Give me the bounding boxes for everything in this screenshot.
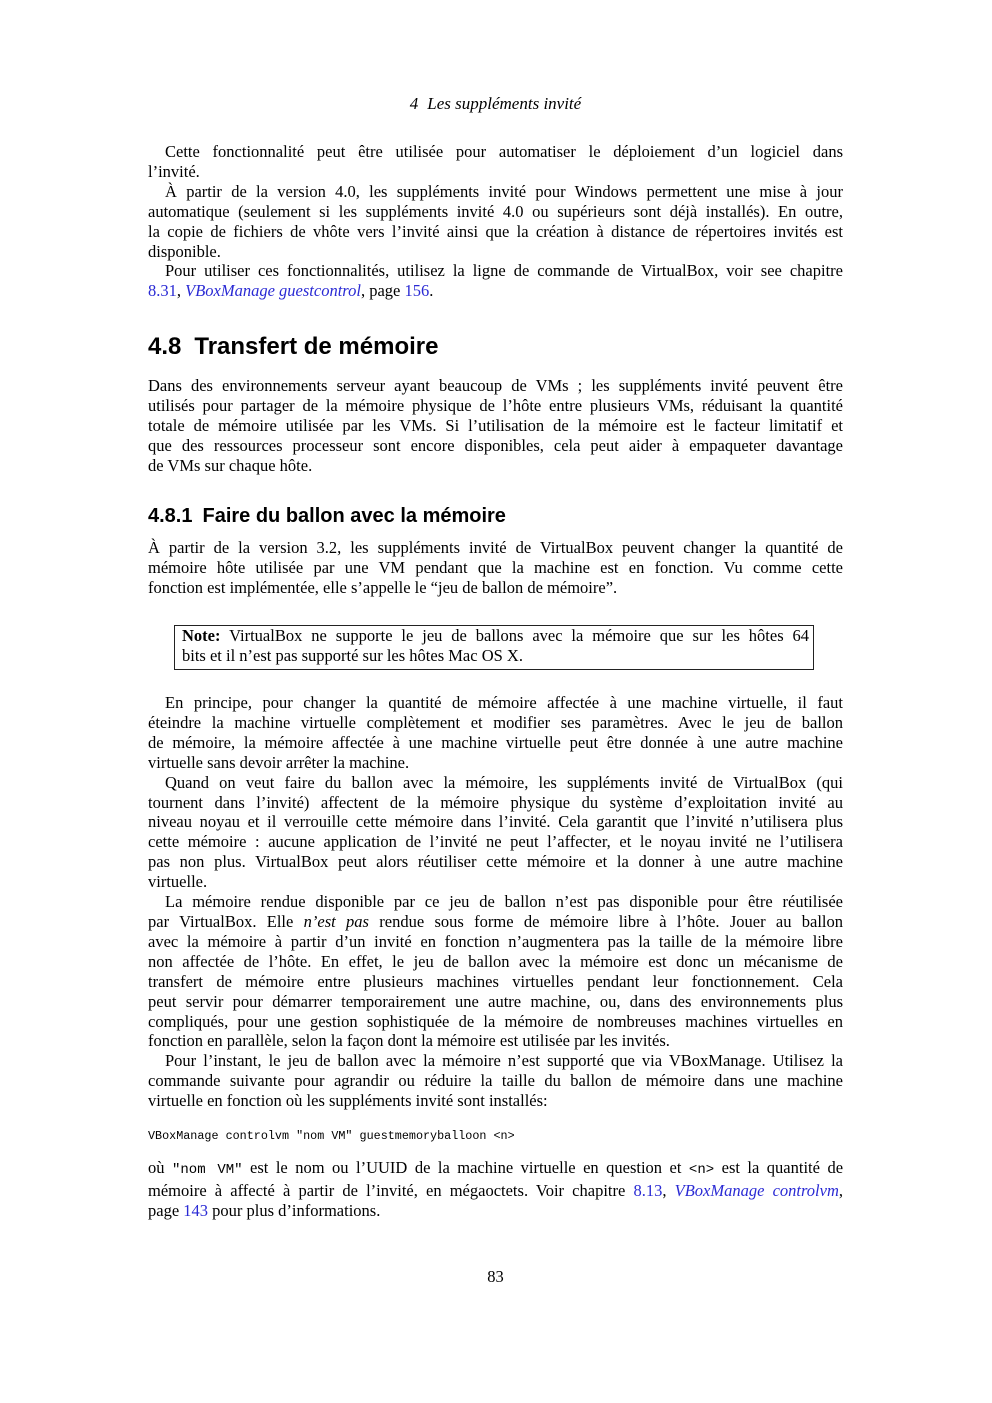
text-line: niveau noyau et il verrouille cette mémoire dans l’invité. Cela garantit que l’invité n’utilisera plus [148, 812, 843, 832]
text-line: totale de mémoire utilisée par les VMs. Si l’utilisation de la mémoire est le facteur limitatif et [148, 415, 843, 435]
text-line: virtuelle. [148, 872, 208, 892]
text-line: cette mémoire : aucune application de l’invité ne peut l’affecter, et le noyau invité ne l’utilisera [148, 832, 843, 852]
intro-text [148, 142, 843, 301]
paragraph [148, 1158, 843, 1221]
paragraph [148, 693, 843, 773]
chapter-number-link[interactable]: 8.13 [633, 1180, 663, 1200]
text-line: compliqués, pour une gestion sophistiquée de la mémoire de nombreuses machines virtuelles en [148, 1011, 843, 1031]
text-segment: est le nom ou l’UUID de la machine virtuelle en question et [242, 1158, 689, 1177]
chapter-number-link[interactable]: 8.31 [148, 281, 177, 301]
text-line: pas non plus. VirtualBox peut alors réutiliser cette mémoire et la donner à une autre machine [148, 852, 843, 872]
text-line: mémoire hôte utilisée par une VM pendant que la machine est en fonction. Vu comme cette [148, 557, 843, 577]
paragraph [148, 376, 843, 476]
text-segment: où [148, 1158, 172, 1177]
text-line: bits et il n’est pas supporté sur les hôtes Mac OS X. [182, 645, 523, 665]
text-line [148, 1181, 843, 1201]
text-line: non affectée de l’hôte. En effet, le jeu de ballon avec la mémoire est donc un mécanisme de [148, 951, 843, 971]
text-line [148, 912, 843, 932]
page-number: 83 [487, 1267, 504, 1286]
text-line: fonction en parallèle, selon la façon dont la mémoire est utilisée par les invités. [148, 1031, 670, 1051]
running-header-chapter-title: Les suppléments invité [427, 94, 582, 113]
text-line: commande suivante pour agrandir ou réduire la taille du ballon de mémoire dans une machine [148, 1071, 843, 1091]
text-line [182, 626, 809, 646]
paragraph [148, 538, 843, 598]
text-line: Pour utiliser ces fonctionnalités, utilisez la ligne de commande de VirtualBox, voir see chapitre [165, 261, 843, 281]
text-line [148, 1201, 843, 1221]
text-line: transfert de mémoire entre plusieurs machines virtuelles pendant leur fonctionnement. Cela [148, 971, 843, 991]
text-line: Dans des environnements serveur ayant beaucoup de VMs ; les suppléments invité peuvent être [148, 376, 843, 395]
paragraph [148, 1051, 843, 1111]
subsection-number: 4.8.1 [148, 505, 193, 527]
text-line: virtuelle en fonction où les suppléments invité sont installés: [148, 1091, 548, 1111]
text-line: Pour l’instant, le jeu de ballon avec la mémoire n’est supporté que via VBoxManage. Utilisez la [165, 1051, 843, 1071]
page-number-link[interactable]: 156 [404, 281, 430, 301]
text-segment: mémoire à affecté à partir de l’invité, en mégaoctets. Voir chapitre [148, 1180, 634, 1200]
inline-code: <n> [688, 1162, 715, 1178]
text-line: disponible. [148, 241, 221, 261]
inline-code: "nom VM" [171, 1162, 243, 1178]
section-title: Transfert de mémoire [194, 333, 439, 360]
section-number: 4.8 [148, 333, 182, 360]
text-line: Quand on veut faire du ballon avec la mémoire, les suppléments invité de VirtualBox (qui [165, 772, 843, 792]
text-line: la copie de fichiers de vhôte vers l’invité ainsi que la création à distance de répertoires invités est [148, 221, 843, 241]
paragraph [148, 142, 843, 182]
note-label: Note: [182, 626, 221, 645]
paragraph [148, 773, 843, 892]
text-line: éteindre la machine virtuelle complètement et modifier ses paramètres. Avec le jeu de ballon [148, 712, 843, 732]
text-segment: , page [360, 281, 405, 301]
text-segment: rendue sous forme de mémoire libre à l’hôte. Jouer au ballon [368, 911, 844, 931]
text-line: En principe, pour changer la quantité de mémoire affectée à une machine virtuelle, il faut [165, 693, 843, 712]
text-segment: , [838, 1180, 843, 1200]
paragraph [148, 892, 843, 1051]
text-line: que des ressources processeur sont encore disponibles, cela peut aider à empaqueter davantage [148, 435, 843, 455]
text-line [148, 1158, 843, 1181]
subsection-title: Faire du ballon avec la mémoire [202, 505, 506, 527]
text-line: peut servir pour démarrer temporairement une autre machine, ou, dans des environnements plus [148, 991, 843, 1011]
text-line: virtuelle sans devoir arrêter la machine. [148, 752, 410, 772]
running-header-chapter-number: 4 [409, 94, 419, 113]
note-box [174, 625, 814, 670]
text-line: de VMs sur chaque hôte. [148, 455, 313, 475]
text-line: tournent dans l’invité) affectent de la mémoire physique du système d’exploitation invité au [148, 792, 843, 812]
section-heading [148, 332, 843, 362]
subsection-heading [148, 504, 843, 528]
text-segment: VirtualBox ne supporte le jeu de ballons avec la mémoire que sur les hôtes 64 [229, 626, 810, 645]
text-segment: , [662, 1180, 675, 1200]
text-segment: est la quantité de [714, 1158, 844, 1177]
text-line: Cette fonctionnalité peut être utilisée pour automatiser le déploiement d’un logiciel dans [165, 142, 843, 161]
chapter-title-link[interactable]: VBoxManage controlvm [674, 1180, 839, 1200]
text-segment: pour plus d’informations. [208, 1200, 381, 1220]
chapter-title-link[interactable]: VBoxManage guestcontrol [185, 281, 361, 301]
text-line: fonction est implémentée, elle s’appelle le “jeu de ballon de mémoire”. [148, 577, 618, 597]
text-line: La mémoire rendue disponible par ce jeu de ballon n’est pas disponible pour être réutilisée [165, 892, 843, 912]
command-example: VBoxManage controlvm "nom VM" guestmemoryballoon <n> [148, 1129, 515, 1143]
text-line: de mémoire, la mémoire affectée à une machine virtuelle peut être donnée à une autre machine [148, 732, 843, 752]
text-segment: par VirtualBox. Elle [148, 911, 304, 931]
page-number-link[interactable]: 143 [183, 1200, 209, 1220]
text-line: automatique (seulement si les suppléments invité 4.0 ou supérieurs sont déjà installés). En outre, [148, 201, 843, 221]
text-segment: page [148, 1200, 184, 1220]
text-segment: . [429, 281, 434, 301]
paragraph [148, 182, 843, 262]
text-line: l’invité. [148, 161, 200, 181]
running-header [148, 94, 843, 114]
text-segment: , [176, 281, 186, 301]
text-line [148, 281, 843, 301]
emphasis-text: n’est pas [303, 911, 369, 931]
text-line: avec la mémoire à partir d’un invité en fonction n’augmentera pas la taille de la mémoire libre [148, 931, 843, 951]
text-line: utilisés pour partager de la mémoire physique de l’hôte entre plusieurs VMs, réduisant la quantité [148, 395, 843, 415]
text-line: À partir de la version 4.0, les suppléments invité pour Windows permettent une mise à jour [165, 181, 843, 201]
body-text [148, 693, 843, 1111]
text-line: À partir de la version 3.2, les suppléments invité de VirtualBox peuvent changer la quantité de [148, 538, 843, 557]
paragraph [148, 261, 843, 301]
